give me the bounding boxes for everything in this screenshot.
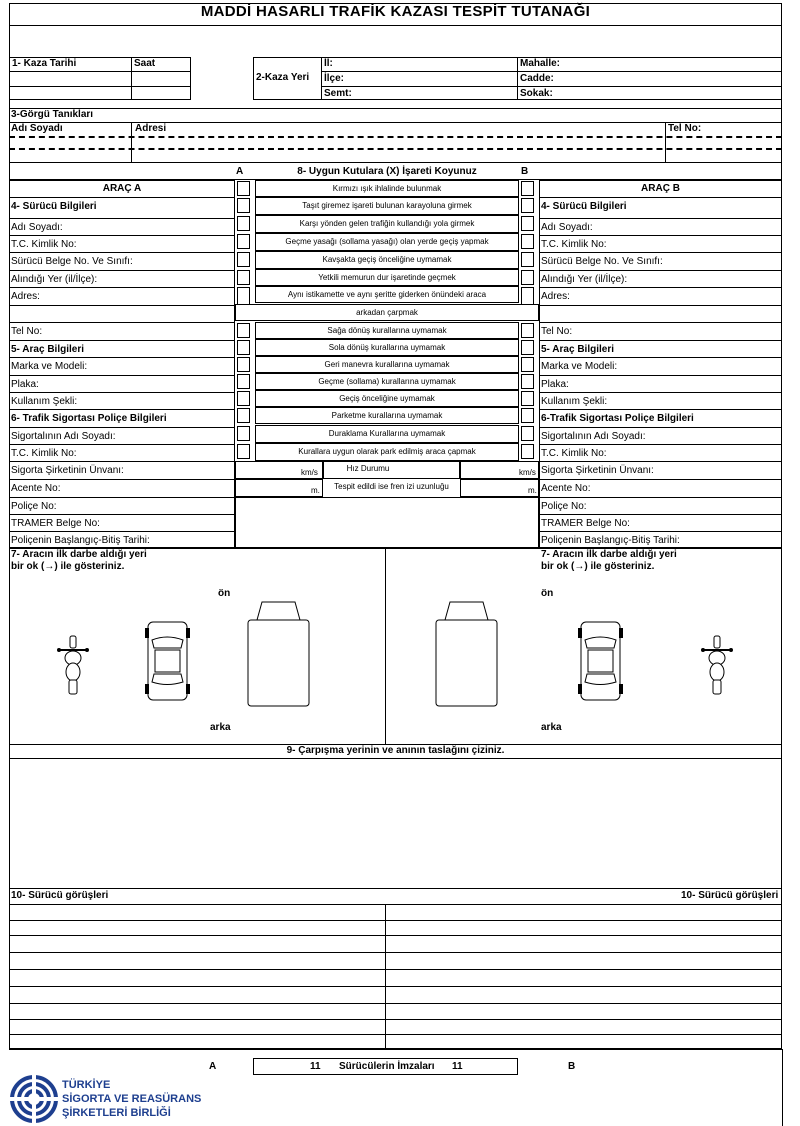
vehicle-b-insured-tc-label: T.C. Kimlik No: (541, 448, 607, 459)
divider (9, 162, 782, 163)
form-title: MADDİ HASARLI TRAFİK KAZASI TESPİT TUTANAĞI (200, 3, 591, 20)
divider (539, 357, 782, 358)
cadde-field[interactable] (560, 74, 779, 85)
divider (9, 497, 235, 498)
divider (539, 235, 782, 236)
divider (539, 479, 782, 480)
violation-text: Yetkili memurun dur işaretinde geçmek (318, 273, 456, 282)
back-label-a: arka (210, 722, 231, 733)
witness-address-header: Adresi (135, 123, 167, 134)
divider (9, 86, 191, 87)
column-a-marker: A (236, 166, 244, 177)
vehicle-b-agency-label: Acente No: (541, 483, 591, 494)
violation-checkbox-b[interactable] (521, 323, 534, 338)
violation-text: Sağa dönüş kurallarına uymamak (327, 326, 447, 335)
sketch-label: 9- Çarpışma yerinin ve anının taslağını çiziniz. (286, 745, 505, 756)
violation-checkbox-a[interactable] (237, 357, 250, 372)
divider (9, 122, 782, 123)
violation-checkbox-a[interactable] (237, 270, 250, 285)
accident-time-field[interactable] (134, 73, 188, 85)
violation-text: Aynı istikamette ve aynı şeritte giderken önündeki araca (287, 290, 487, 299)
divider (9, 357, 235, 358)
signature-a-label: A (209, 1061, 217, 1072)
signature-b-label: B (568, 1061, 576, 1072)
vehicle-a-vehicle-info-label: 5- Araç Bilgileri (11, 344, 84, 355)
violation-text: Geri manevra kurallarına uymamak (324, 360, 450, 369)
divider (539, 322, 782, 323)
car-icon-b[interactable] (578, 620, 623, 702)
front-label-b: ön (541, 588, 554, 599)
comment-line[interactable] (9, 969, 782, 970)
checkbox-section-label: 8- Uygun Kutulara (X) İşareti Koyunuz (297, 166, 477, 177)
accident-date-label: 1- Kaza Tarihi (12, 58, 77, 69)
divider (539, 197, 782, 198)
column-b-marker: B (521, 166, 529, 177)
vehicle-b-insured-name-label: Sigortalının Adı Soyadı: (541, 431, 646, 442)
front-label-a: ön (218, 588, 231, 599)
brake-a-field[interactable] (238, 482, 308, 494)
cadde-label: Cadde: (520, 73, 554, 84)
divider (9, 444, 235, 445)
brake-b-unit: m. (528, 486, 537, 495)
divider (385, 548, 386, 744)
divider (9, 322, 235, 323)
divider (385, 904, 386, 1049)
violation-checkbox-b[interactable] (521, 340, 534, 355)
back-label-b: arka (541, 722, 562, 733)
sokak-field[interactable] (560, 89, 779, 99)
impact-a-line2: bir ok (→) ile gösteriniz. (11, 561, 125, 572)
vehicle-a-name-label: Adı Soyadı: (11, 222, 63, 233)
vehicle-b-insurance-label: 6-Trafik Sigortası Poliçe Bilgileri (541, 413, 694, 424)
violation-checkbox-b[interactable] (521, 391, 534, 406)
vehicle-b-policy-label: Poliçe No: (541, 501, 587, 512)
witness-2-phone[interactable] (668, 151, 779, 161)
vehicle-a-plate-label: Plaka: (11, 379, 39, 390)
vehicle-a-license-label: Sürücü Belge No. Ve Sınıfı: (11, 256, 133, 267)
violation-checkbox-a[interactable] (237, 374, 250, 389)
violation-text: Geçme yasağı (sollama yasağı) olan yerde geçiş yapmak (285, 237, 489, 246)
divider (665, 122, 666, 162)
violation-checkbox-a[interactable] (237, 444, 250, 459)
divider (9, 287, 235, 288)
divider (9, 270, 235, 271)
middle-blank-area (235, 497, 539, 548)
violation-checkbox-b[interactable] (521, 287, 534, 305)
comment-line[interactable] (9, 1049, 782, 1050)
vehicle-b-plate-label: Plaka: (541, 379, 569, 390)
violation-checkbox-a[interactable] (237, 426, 250, 441)
vehicle-a-insurer-label: Sigorta Şirketinin Ünvanı: (11, 465, 124, 476)
speed-b-field[interactable] (463, 464, 517, 476)
accident-time-label: Saat (134, 58, 156, 69)
witness-phone-header: Tel No: (668, 123, 702, 134)
tsrsb-logo-icon (10, 1075, 58, 1123)
vehicle-b-address-label: Adres: (541, 291, 570, 302)
mahalle-label: Mahalle: (520, 58, 561, 69)
comment-line[interactable] (9, 920, 782, 921)
semt-label: Semt: (324, 88, 352, 99)
violation-checkbox-a[interactable] (237, 323, 250, 338)
divider (539, 270, 782, 271)
divider (517, 57, 518, 100)
divider (9, 375, 235, 376)
impact-b-line2: bir ok (→) ile gösteriniz. (541, 561, 655, 572)
speed-b-unit: km/s (519, 468, 536, 477)
divider (539, 340, 782, 341)
witness-row-2 (9, 148, 782, 150)
vehicle-a-insurance-label: 6- Trafik Sigortası Poliçe Bilgileri (11, 413, 167, 424)
accident-date-field[interactable] (12, 73, 128, 85)
signature-num-b: 11 (452, 1061, 463, 1072)
divider (9, 888, 782, 889)
violation-text: Kurallara uygun olarak park edilmiş araca çapmak (298, 447, 476, 456)
witness-name-header: Adı Soyadı (11, 123, 63, 134)
motorcycle-icon-a[interactable] (56, 634, 90, 696)
vehicle-b-license-place-label: Alındığı Yer (il/İlçe): (541, 274, 628, 285)
divider (9, 427, 235, 428)
sketch-area[interactable] (10, 759, 781, 888)
vehicle-a-header-label: ARAÇ A (102, 183, 142, 194)
comment-line[interactable] (9, 1003, 782, 1004)
divider (539, 218, 782, 219)
speed-a-field[interactable] (238, 464, 298, 476)
vehicle-b-tc-label: T.C. Kimlik No: (541, 239, 607, 250)
il-label: İl: (324, 58, 333, 69)
vehicle-b-header-label: ARAÇ B (641, 183, 680, 194)
violation-checkbox-b[interactable] (521, 408, 534, 423)
il-field[interactable] (340, 59, 514, 70)
ilce-field[interactable] (350, 74, 514, 85)
divider (9, 71, 191, 72)
semt-field[interactable] (355, 89, 514, 99)
ilce-label: İlçe: (324, 73, 345, 84)
violation-text: Sola dönüş kurallarına uymamak (328, 343, 446, 352)
vehicle-b-vehicle-info-label: 5- Araç Bilgileri (541, 344, 614, 355)
divider (9, 479, 235, 480)
violation-checkbox-b[interactable] (521, 357, 534, 372)
signature-num-a: 11 (310, 1061, 321, 1072)
violation-checkbox-b[interactable] (521, 426, 534, 441)
witnesses-label: 3-Görgü Tanıkları (11, 109, 94, 120)
divider (9, 305, 235, 306)
violation-text: arkadan çarpmak (356, 308, 418, 317)
vehicle-a-usage-label: Kullanım Şekli: (11, 396, 78, 407)
impact-b-line1: 7- Aracın ilk darbe aldığı yeri (541, 549, 677, 560)
witness-2-name[interactable] (12, 151, 128, 161)
vehicle-a-policy-label: Poliçe No: (11, 501, 57, 512)
violation-checkbox-b[interactable] (521, 198, 534, 213)
divider (539, 514, 782, 515)
vehicle-a-driver-info-label: 4- Sürücü Bilgileri (11, 201, 97, 212)
vehicle-a-make-model-label: Marka ve Modeli: (11, 361, 88, 372)
divider (539, 461, 782, 462)
divider (9, 461, 235, 462)
violation-checkbox-b[interactable] (521, 270, 534, 285)
divider (321, 57, 322, 100)
violation-checkbox-a[interactable] (237, 408, 250, 423)
logo-line-3: ŞİRKETLERİ BİRLİĞİ (62, 1107, 171, 1119)
divider (539, 287, 782, 288)
violation-checkbox-b[interactable] (521, 216, 534, 231)
vehicle-a-agency-label: Acente No: (11, 483, 61, 494)
divider (539, 409, 782, 410)
violation-checkbox-a[interactable] (237, 198, 250, 213)
vehicle-b-policy-dates-label: Poliçenin Başlangıç-Bitiş Tarihi: (541, 535, 680, 546)
divider (9, 531, 235, 532)
vehicle-b-phone-label: Tel No: (541, 326, 573, 337)
violation-checkbox-b[interactable] (521, 444, 534, 459)
divider (9, 514, 235, 515)
comment-line[interactable] (9, 935, 782, 936)
divider (9, 252, 235, 253)
impact-a-line1: 7- Aracın ilk darbe aldığı yeri (11, 549, 147, 560)
witness-1-name[interactable] (12, 138, 128, 147)
vehicle-b-make-model-label: Marka ve Modeli: (541, 361, 618, 372)
divider (9, 197, 235, 198)
vehicle-b-license-label: Sürücü Belge No. Ve Sınıfı: (541, 256, 663, 267)
comment-line[interactable] (9, 904, 782, 905)
violation-checkbox-b[interactable] (521, 234, 534, 249)
vehicle-b-driver-info-label: 4- Sürücü Bilgileri (541, 201, 627, 212)
witness-1-address[interactable] (135, 138, 662, 147)
violation-checkbox-a[interactable] (237, 252, 250, 267)
divider (9, 108, 782, 109)
vehicle-a-tramer-label: TRAMER Belge No: (11, 518, 100, 529)
divider (539, 305, 782, 306)
mahalle-field[interactable] (566, 59, 779, 70)
violation-text: Karşı yönden gelen trafiğin kullandığı yola girmek (299, 219, 475, 228)
violation-checkbox-a[interactable] (237, 181, 250, 196)
vehicle-a-insured-name-label: Sigortalının Adı Soyadı: (11, 431, 116, 442)
logo-line-1: TÜRKİYE (62, 1079, 111, 1091)
violation-text: Kırmızı ışık ihlalinde bulunmak (332, 184, 442, 193)
divider (9, 340, 235, 341)
violation-checkbox-b[interactable] (521, 181, 534, 196)
violation-checkbox-b[interactable] (521, 252, 534, 267)
divider (539, 531, 782, 532)
divider (131, 122, 132, 162)
brake-b-field[interactable] (463, 482, 525, 494)
car-icon-a[interactable] (145, 620, 190, 702)
comment-line[interactable] (9, 952, 782, 953)
divider (9, 235, 235, 236)
violation-text: Geçme (sollama) kurallarına uymamak (318, 377, 456, 386)
divider (321, 86, 782, 87)
violation-checkbox-b[interactable] (521, 374, 534, 389)
vehicle-b-tramer-label: TRAMER Belge No: (541, 518, 630, 529)
signatures-label: Sürücülerin İmzaları (339, 1061, 435, 1072)
divider (539, 427, 782, 428)
comment-line[interactable] (9, 986, 782, 987)
divider (131, 57, 132, 100)
vehicle-a-insured-tc-label: T.C. Kimlik No: (11, 448, 77, 459)
divider (321, 71, 782, 72)
divider (539, 252, 782, 253)
vehicle-a-tc-label: T.C. Kimlik No: (11, 239, 77, 250)
violation-text: Duraklama Kurallarına uymamak (328, 429, 446, 438)
violation-checkbox-a[interactable] (237, 391, 250, 406)
divider (9, 409, 235, 410)
violation-text: Geçiş önceliğine uymamak (339, 394, 435, 403)
driver-comments-a-label: 10- Sürücü görüşleri (11, 890, 109, 901)
vehicle-b-name-label: Adı Soyadı: (541, 222, 593, 233)
comment-line[interactable] (9, 1034, 782, 1035)
vehicle-b-insurer-label: Sigorta Şirketinin Ünvanı: (541, 465, 654, 476)
divider (539, 497, 782, 498)
divider (9, 218, 235, 219)
violation-checkbox-a[interactable] (237, 234, 250, 249)
divider (539, 392, 782, 393)
violation-checkbox-a[interactable] (237, 216, 250, 231)
speed-label: Hız Durumu (346, 464, 390, 473)
divider (9, 25, 782, 26)
brake-label: Tespit edildi ise fren izi uzunluğu (334, 482, 449, 491)
vehicle-a-license-place-label: Alındığı Yer (il/İlçe): (11, 274, 98, 285)
brake-a-unit: m. (311, 486, 320, 495)
divider (9, 392, 235, 393)
violation-text: Taşıt giremez işareti bulunan karayoluna girmek (302, 201, 472, 210)
motorcycle-icon-b[interactable] (700, 634, 734, 696)
violation-checkbox-a[interactable] (237, 340, 250, 355)
vehicle-a-address-label: Adres: (11, 291, 40, 302)
driver-comments-b-label: 10- Sürücü görüşleri (681, 890, 779, 901)
comment-line[interactable] (9, 1019, 782, 1020)
vehicle-b-usage-label: Kullanım Şekli: (541, 396, 608, 407)
speed-a-unit: km/s (301, 468, 318, 477)
divider (539, 375, 782, 376)
sokak-label: Sokak: (520, 88, 553, 99)
vehicle-a-phone-label: Tel No: (11, 326, 43, 337)
witness-2-address[interactable] (135, 151, 662, 161)
divider (539, 444, 782, 445)
divider (782, 1049, 783, 1126)
violation-text: Kavşakta geçiş önceliğine uymamak (322, 255, 452, 264)
accident-location-label: 2-Kaza Yeri (256, 72, 310, 83)
violation-checkbox-a[interactable] (237, 287, 250, 305)
truck-icon-b[interactable] (434, 600, 499, 708)
vehicle-a-policy-dates-label: Poliçenin Başlangıç-Bitiş Tarihi: (11, 535, 150, 546)
logo-line-2: SİGORTA VE REASÜRANS (62, 1093, 202, 1105)
violation-text: Parketme kurallarına uymamak (331, 411, 443, 420)
truck-icon-a[interactable] (246, 600, 311, 708)
witness-1-phone[interactable] (668, 138, 779, 147)
